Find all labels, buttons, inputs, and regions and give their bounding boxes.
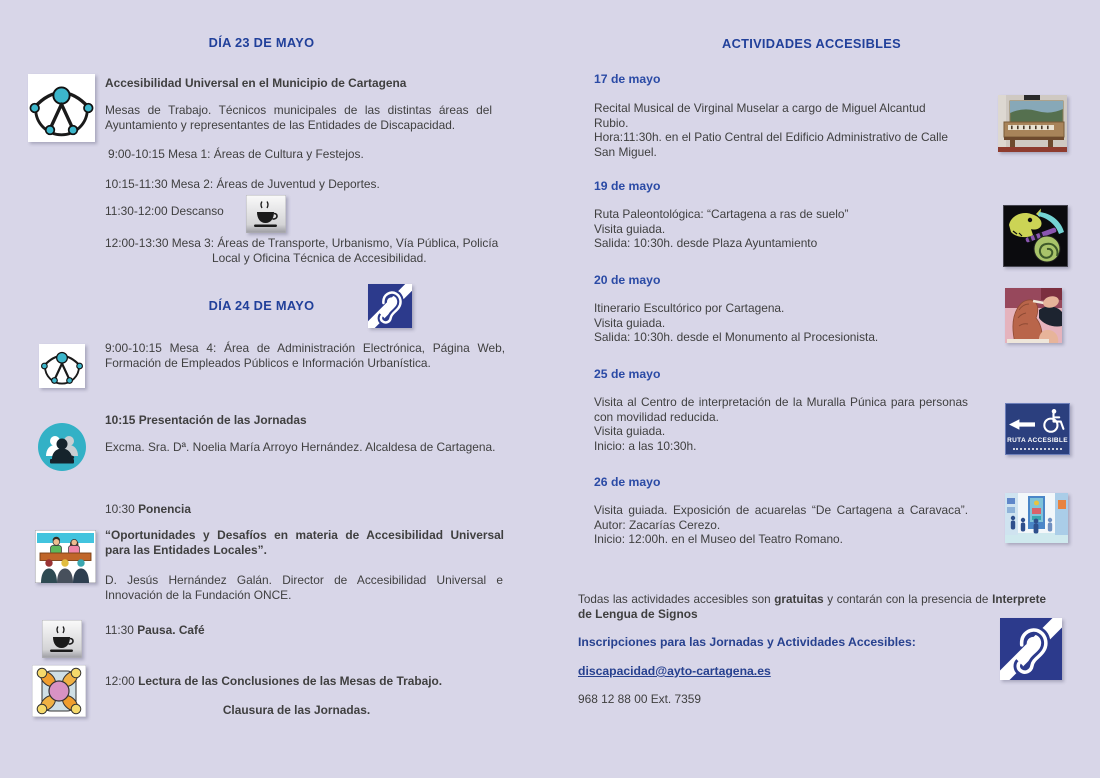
footer-text: y contarán con la presencia de	[827, 593, 989, 606]
deaf-access-icon-large	[1000, 618, 1062, 680]
activity-line: Inicio: 12:00h. en el Museo del Teatro Romano.	[594, 532, 843, 546]
activity-line: Itinerario Escultórico por Cartagena.	[594, 301, 785, 315]
activity-line: Visita guiada.	[594, 424, 666, 438]
talk-title-line1: “Oportunidades y Desafíos en materia de Accesibilidad Universal	[105, 528, 504, 542]
wheelchair-icon	[1041, 407, 1066, 434]
presentacion-title: 10:15 Presentación de las Jornadas	[105, 413, 307, 427]
ponencia-label: Ponencia	[138, 502, 191, 516]
mesa1-item: 9:00-10:15 Mesa 1: Áreas de Cultura y Festejos.	[108, 147, 364, 161]
activity-date-17mayo: 17 de mayo	[594, 72, 661, 86]
talk-title-line2: para las Entidades Locales”.	[105, 542, 267, 557]
activity-line: Inicio: a las 10:30h.	[594, 438, 697, 453]
ruta-accesible-sign	[1005, 403, 1070, 455]
activity-line: Recital Musical de Virginal Muselar a cargo de Miguel Alcantud	[594, 101, 926, 115]
talk-speaker-line1: D. Jesús Hernández Galán. Director de Accesibilidad Universal e	[105, 573, 503, 587]
clausura-text: Clausura de las Jornadas.	[222, 703, 371, 717]
activity-line: Visita al Centro de interpretación de la Muralla Púnica para personas	[594, 395, 968, 409]
museum-illustration	[1005, 493, 1068, 543]
session-intro	[105, 103, 492, 132]
phone-number: 968 12 88 00 Ext. 7359	[578, 692, 701, 706]
sculpture-photo	[1005, 288, 1062, 343]
pausa-item	[105, 623, 205, 638]
inscripciones-heading: Inscripciones para las Jornadas y Actividades Accesibles:	[578, 635, 916, 649]
dia-24-title: DÍA 24 DE MAYO	[208, 298, 315, 313]
mesa3-item	[105, 236, 517, 265]
dia-23-title: DÍA 23 DE MAYO	[208, 35, 315, 50]
footer-bold-gratuitas: gratuitas	[774, 593, 824, 606]
mesa4-item	[105, 341, 505, 370]
mesa3-line2: Local y Oficina Técnica de Accesibilidad.	[212, 250, 427, 265]
activity-text-25mayo	[594, 395, 968, 453]
mesa2-item: 10:15-11:30 Mesa 2: Áreas de Juventud y Deportes.	[105, 177, 380, 191]
activity-date-25mayo: 25 de mayo	[594, 367, 661, 381]
lectura-label: Lectura de las Conclusiones de las Mesas de Trabajo.	[138, 674, 443, 688]
ruta-sign-label: RUTA ACCESIBLE	[1007, 437, 1068, 444]
activity-line: Visita guiada.	[594, 221, 666, 236]
activity-date-26mayo: 26 de mayo	[594, 475, 661, 489]
activity-text-19mayo	[594, 207, 976, 251]
coffee-icon	[246, 195, 286, 233]
lectura-item	[105, 674, 442, 689]
mesa3-line1: 12:00-13:30 Mesa 3: Áreas de Transporte, Urbanismo, Vía Pública, Policía	[105, 236, 499, 250]
email-link[interactable]: discapacidad@ayto-cartagena.es	[578, 664, 771, 678]
deaf-access-icon	[368, 284, 412, 328]
talk-speaker	[105, 573, 503, 602]
ponencia-time: 10:30	[105, 502, 135, 516]
activity-date-20mayo: 20 de mayo	[594, 273, 661, 287]
talk-title	[105, 528, 504, 557]
activity-line: Ruta Paleontológica: “Cartagena a ras de suelo”	[594, 207, 849, 221]
footer-text: Todas las actividades accesibles son	[578, 593, 771, 606]
left-arrow-icon	[1009, 418, 1035, 431]
activity-line: Hora:11:30h. en el Patio Central del Edificio Administrativo de Calle	[594, 130, 949, 144]
coffee-icon-pausa	[42, 620, 82, 658]
universal-accessibility-icon-small	[39, 344, 85, 388]
ponencia-item	[105, 502, 191, 517]
session-heading: Accesibilidad Universal en el Municipio de Cartagena	[105, 76, 407, 90]
presentacion-speaker: Excma. Sra. Dª. Noelia María Arroyo Hernández. Alcaldesa de Cartagena.	[105, 440, 496, 454]
paleontology-logo	[1003, 205, 1068, 267]
talk-speaker-line2: Innovación de la Fundación ONCE.	[105, 587, 292, 602]
activity-line: Visita guiada. Exposición de acuarelas “De Cartagena a Caravaca”.	[594, 503, 968, 517]
ruta-sign-subtext	[1013, 448, 1062, 450]
roundtable-icon	[32, 665, 86, 717]
activity-line: San Miguel.	[594, 144, 657, 159]
descanso-item: 11:30-12:00 Descanso	[105, 204, 224, 218]
activity-line: con movilidad reducida.	[594, 409, 719, 424]
activity-text-17mayo	[594, 101, 976, 159]
activity-line: Autor: Zacarías Cerezo.	[594, 517, 721, 532]
actividades-title: ACTIVIDADES ACCESIBLES	[722, 36, 901, 51]
activity-line: Visita guiada.	[594, 315, 666, 330]
mesa4-line1: 9:00-10:15 Mesa 4: Área de Administración Electrónica, Página Web,	[105, 341, 505, 355]
activity-date-19mayo: 19 de mayo	[594, 179, 661, 193]
session-intro-line2: Ayuntamiento y representantes de las Entidades de Discapacidad.	[105, 117, 456, 132]
lectura-time: 12:00	[105, 674, 135, 688]
activity-text-26mayo	[594, 503, 968, 547]
footer-note-line2: de Lengua de Signos	[578, 607, 698, 621]
mesa4-line2: Formación de Empleados Públicos e Información Urbanística.	[105, 355, 431, 370]
footer-bold-interprete: Interprete	[992, 593, 1047, 606]
activity-line: Rubio.	[594, 115, 629, 130]
virginal-photo	[998, 95, 1067, 152]
activity-line: Salida: 10:30h. desde el Monumento al Procesionista.	[594, 330, 879, 344]
activity-line: Salida: 10:30h. desde Plaza Ayuntamiento	[594, 236, 818, 250]
pausa-time: 11:30	[105, 623, 134, 637]
session-intro-line1: Mesas de Trabajo. Técnicos municipales de las distintas áreas del	[105, 103, 492, 117]
pausa-label: Pausa. Café	[137, 623, 205, 637]
conference-panel-icon	[35, 530, 96, 583]
footer-note-line1	[578, 593, 1046, 608]
activity-text-20mayo	[594, 301, 976, 345]
universal-accessibility-icon	[28, 74, 95, 142]
presenter-icon	[38, 423, 86, 471]
